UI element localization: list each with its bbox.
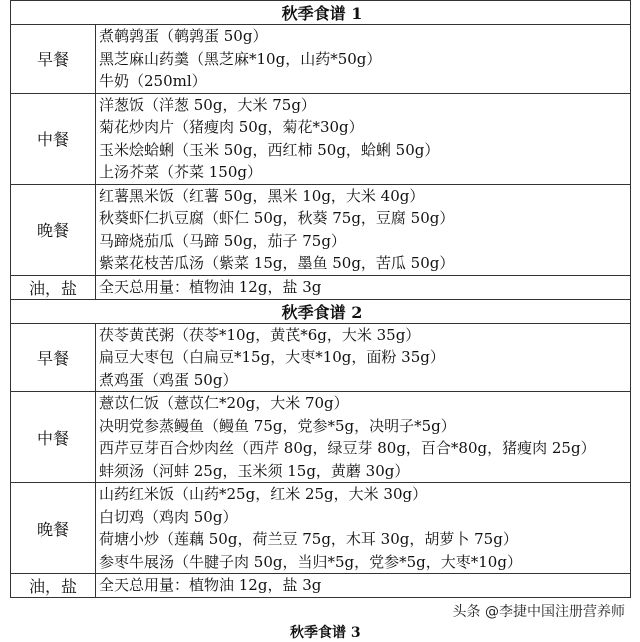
menu2-dinner-label: 晚餐 bbox=[11, 483, 96, 574]
menu2-dinner-items bbox=[96, 483, 631, 574]
menu1-dinner-items bbox=[96, 184, 631, 275]
menu1-oil-label: 油，盐 bbox=[11, 275, 96, 299]
menu1-title: 秋季食谱 1 bbox=[11, 1, 631, 25]
menu1-lunch-items bbox=[96, 93, 631, 184]
menu1-lunch-item: 洋葱饭（洋葱 50g，大米 75g） bbox=[99, 95, 316, 114]
recipe-table bbox=[10, 0, 631, 598]
menu1-breakfast-item: 煮鹌鹑蛋（鹌鹑蛋 50g） bbox=[99, 27, 268, 45]
menu1-breakfast-item: 黑芝麻山药羹（黑芝麻*10g，山药*50g） bbox=[99, 49, 382, 68]
menu2-lunch-items bbox=[96, 392, 631, 483]
menu2-lunch-item: 西芹豆芽百合炒肉丝（西芹 80g，绿豆芽 80g，百合*80g，猪瘦肉 25g） bbox=[99, 439, 596, 457]
menu2-title: 秋季食谱 2 bbox=[11, 299, 631, 323]
menu2-lunch-label: 中餐 bbox=[11, 392, 96, 483]
menu2-dinner-item: 白切鸡（鸡肉 50g） bbox=[99, 507, 238, 526]
menu1-dinner-label: 晚餐 bbox=[11, 184, 96, 275]
menu1-breakfast-label: 早餐 bbox=[11, 25, 96, 94]
menu2-dinner-item: 荷塘小炒（莲藕 50g，荷兰豆 75g，木耳 30g，胡萝卜 75g） bbox=[99, 530, 518, 548]
menu1-dinner-item: 红薯黑米饭（红薯 50g，黑米 10g，大米 40g） bbox=[99, 186, 425, 205]
menu1-dinner-item: 秋葵虾仁扒豆腐（虾仁 50g，秋葵 75g，豆腐 50g） bbox=[99, 209, 455, 227]
menu2-breakfast-label: 早餐 bbox=[11, 323, 96, 392]
menu2-lunch-item: 蚌须汤（河蚌 25g，玉米须 15g，黄蘑 30g） bbox=[99, 461, 410, 480]
menu1-oil-cell bbox=[96, 275, 631, 299]
menu2-breakfast-item: 煮鸡蛋（鸡蛋 50g） bbox=[99, 370, 238, 389]
menu1-dinner-item: 马蹄烧茄瓜（马蹄 50g，茄子 75g） bbox=[99, 231, 346, 250]
menu1-breakfast-item: 牛奶（250ml） bbox=[99, 72, 207, 90]
menu1-dinner-item: 紫菜花枝苦瓜汤（紫菜 15g，墨鱼 50g，苦瓜 50g） bbox=[99, 254, 455, 272]
menu1-lunch-item: 玉米烩蛤蜊（玉米 50g，西红柿 50g，蛤蜊 50g） bbox=[99, 140, 440, 159]
menu2-lunch-item: 决明党参蒸鳗鱼（鳗鱼 75g，党参*5g，决明子*5g） bbox=[99, 416, 456, 435]
menu2-oil-label: 油，盐 bbox=[11, 574, 96, 598]
menu1-breakfast-items bbox=[96, 25, 631, 94]
menu1-oil-text: 全天总用量：植物油 12g，盐 3g bbox=[99, 277, 322, 296]
menu2-breakfast-item: 茯苓黄芪粥（茯苓*10g，黄芪*6g，大米 35g） bbox=[99, 325, 421, 344]
menu1-lunch-item: 菊花炒肉片（猪瘦肉 50g，菊花*30g） bbox=[99, 118, 364, 136]
menu2-breakfast-item: 扁豆大枣包（白扁豆*15g，大枣*10g，面粉 35g） bbox=[99, 348, 445, 366]
menu2-lunch-item: 薏苡仁饭（薏苡仁*20g，大米 70g） bbox=[99, 394, 349, 412]
menu2-dinner-item: 参枣牛展汤（牛腱子肉 50g，当归*5g，党参*5g，大枣*10g） bbox=[99, 552, 522, 571]
menu1-lunch-item: 上汤芥菜（芥菜 150g） bbox=[99, 163, 263, 181]
menu2-oil-cell bbox=[96, 574, 631, 598]
menu3-title-partial: 秋季食谱 3 bbox=[290, 625, 361, 641]
menu1-lunch-label: 中餐 bbox=[11, 93, 96, 184]
menu2-dinner-item: 山药红米饭（山药*25g，红米 25g，大米 30g） bbox=[99, 485, 428, 503]
menu2-oil-text: 全天总用量：植物油 12g，盐 3g bbox=[99, 576, 322, 595]
watermark: 头条 @李捷中国注册营养师 bbox=[450, 600, 628, 622]
menu2-breakfast-items bbox=[96, 323, 631, 392]
